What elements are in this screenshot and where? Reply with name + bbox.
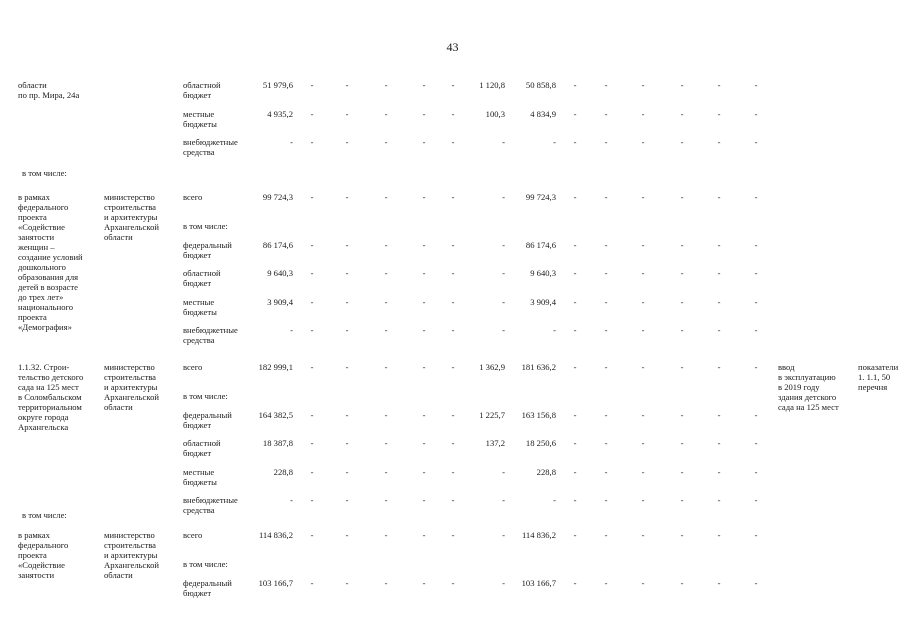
year-amount: - xyxy=(604,239,608,250)
year-amount: 1 362,9 xyxy=(479,362,505,372)
year-amount: - xyxy=(502,137,505,147)
year-amount: - xyxy=(754,362,758,372)
year-amount: - xyxy=(384,239,388,250)
year-amount: - xyxy=(573,80,577,90)
year-amount: - xyxy=(451,108,455,119)
executor-name: министерство строительства и архитектуры Архангельской области xyxy=(104,192,159,242)
year-amount: - xyxy=(604,80,608,90)
funding-source: областной бюджет xyxy=(183,80,221,100)
total-amount: - xyxy=(290,137,293,147)
year-amount: - xyxy=(422,362,426,372)
year-amount: - xyxy=(310,192,314,202)
year-amount: - xyxy=(384,137,388,147)
year-amount: - xyxy=(717,296,721,307)
year-amount: - xyxy=(345,268,349,278)
funding-source: внебюджетные средства xyxy=(183,137,238,157)
year-amount: - xyxy=(310,438,314,448)
year-amount: - xyxy=(641,325,645,335)
year-amount: - xyxy=(754,530,758,540)
year-amount: - xyxy=(680,530,684,540)
year-amount: - xyxy=(345,577,349,588)
year-amount: - xyxy=(604,530,608,540)
total-amount: 164 382,5 xyxy=(258,409,293,420)
year-amount: 163 156,8 xyxy=(521,409,556,420)
year-amount: - xyxy=(573,325,577,335)
year-amount: - xyxy=(451,438,455,448)
year-amount: - xyxy=(680,80,684,90)
year-amount: - xyxy=(717,80,721,90)
funding-source: всего xyxy=(183,530,203,540)
year-amount: - xyxy=(345,108,349,119)
year-amount: - xyxy=(310,325,314,335)
total-amount: 99 724,3 xyxy=(262,192,293,202)
total-amount: 4 935,2 xyxy=(267,108,293,119)
section-label: в том числе: xyxy=(22,168,67,178)
year-amount: - xyxy=(717,438,721,448)
year-amount: - xyxy=(573,108,577,119)
year-amount: 1 120,8 xyxy=(479,80,505,90)
year-amount: - xyxy=(384,268,388,278)
year-amount: - xyxy=(641,466,645,477)
year-amount: - xyxy=(604,409,608,420)
year-amount: - xyxy=(384,409,388,420)
year-amount: - xyxy=(573,362,577,372)
year-amount: - xyxy=(310,495,314,505)
year-amount: - xyxy=(451,325,455,335)
year-amount: - xyxy=(754,466,758,477)
year-amount: - xyxy=(680,577,684,588)
object-description: области по пр. Мира, 24а xyxy=(18,80,80,100)
year-amount: - xyxy=(573,495,577,505)
year-amount: - xyxy=(717,239,721,250)
year-amount: - xyxy=(754,409,758,420)
year-amount: - xyxy=(717,577,721,588)
year-amount: - xyxy=(422,409,426,420)
year-amount: - xyxy=(384,108,388,119)
year-amount: - xyxy=(384,438,388,448)
funding-source: федеральный бюджет xyxy=(183,577,232,598)
year-amount: 114 836,2 xyxy=(521,530,556,540)
year-amount: 137,2 xyxy=(485,438,505,448)
funding-source: в том числе: xyxy=(183,558,228,569)
object-description: в рамках федерального проекта «Содействие занятости женщин – создание условий дошкольного образования для детей в возрасте до трех лет» национального проекта «Демография» xyxy=(18,192,83,332)
year-amount: - xyxy=(345,466,349,477)
year-amount: - xyxy=(641,137,645,147)
year-amount: - xyxy=(345,409,349,420)
total-amount: 228,8 xyxy=(273,466,293,477)
year-amount: - xyxy=(502,530,505,540)
year-amount: - xyxy=(502,239,505,250)
year-amount: - xyxy=(345,495,349,505)
year-amount: - xyxy=(754,296,758,307)
year-amount: - xyxy=(451,80,455,90)
year-amount: - xyxy=(422,577,426,588)
funding-source: федеральный бюджет xyxy=(183,409,232,430)
year-amount: - xyxy=(604,192,608,202)
year-amount: - xyxy=(310,409,314,420)
funding-source: местные бюджеты xyxy=(183,466,217,487)
year-amount: - xyxy=(384,362,388,372)
object-description: 1.1.32. Строи- тельство детского сада на 125 мест в Соломбальском территориальном округе города Архангельска xyxy=(18,362,84,432)
funding-source: в том числе: xyxy=(183,220,228,231)
year-amount: - xyxy=(384,530,388,540)
year-amount: - xyxy=(641,80,645,90)
funding-source: областной бюджет xyxy=(183,438,221,458)
year-amount: - xyxy=(641,530,645,540)
year-amount: - xyxy=(680,268,684,278)
year-amount: - xyxy=(310,530,314,540)
total-amount: 9 640,3 xyxy=(267,268,293,278)
year-amount: - xyxy=(641,192,645,202)
year-amount: - xyxy=(502,325,505,335)
funding-source: внебюджетные средства xyxy=(183,495,238,515)
year-amount: - xyxy=(451,296,455,307)
year-amount: - xyxy=(604,577,608,588)
year-amount: - xyxy=(573,438,577,448)
year-amount: - xyxy=(553,137,556,147)
year-amount: 103 166,7 xyxy=(521,577,556,588)
year-amount: - xyxy=(754,137,758,147)
year-amount: - xyxy=(680,438,684,448)
year-amount: - xyxy=(573,466,577,477)
year-amount: - xyxy=(717,192,721,202)
year-amount: - xyxy=(422,495,426,505)
funding-source: местные бюджеты xyxy=(183,108,217,129)
year-amount: 50 858,8 xyxy=(525,80,556,90)
year-amount: - xyxy=(502,296,505,307)
year-amount: - xyxy=(451,239,455,250)
year-amount: - xyxy=(345,239,349,250)
year-amount: - xyxy=(345,325,349,335)
year-amount: - xyxy=(680,325,684,335)
year-amount: - xyxy=(754,268,758,278)
year-amount: - xyxy=(451,268,455,278)
year-amount: - xyxy=(451,137,455,147)
year-amount: - xyxy=(641,495,645,505)
year-amount: - xyxy=(384,577,388,588)
year-amount: - xyxy=(573,268,577,278)
year-amount: - xyxy=(680,239,684,250)
year-amount: - xyxy=(384,192,388,202)
object-description: в рамках федерального проекта «Содействие занятости xyxy=(18,530,69,580)
year-amount: - xyxy=(573,530,577,540)
year-amount: - xyxy=(422,466,426,477)
executor-name: министерство строительства и архитектуры Архангельской области xyxy=(104,362,159,412)
year-amount: - xyxy=(451,466,455,477)
year-amount: - xyxy=(754,239,758,250)
year-amount: - xyxy=(754,495,758,505)
year-amount: - xyxy=(345,137,349,147)
year-amount: - xyxy=(680,296,684,307)
year-amount: - xyxy=(604,137,608,147)
year-amount: - xyxy=(345,296,349,307)
year-amount: - xyxy=(451,362,455,372)
year-amount: - xyxy=(422,530,426,540)
expected-result: ввод в эксплуатацию в 2019 году здания детского сада на 125 мест xyxy=(778,362,839,412)
year-amount: - xyxy=(422,438,426,448)
year-amount: - xyxy=(310,108,314,119)
year-amount: - xyxy=(384,325,388,335)
year-amount: - xyxy=(310,296,314,307)
year-amount: - xyxy=(573,192,577,202)
year-amount: - xyxy=(641,108,645,119)
year-amount: - xyxy=(641,239,645,250)
year-amount: - xyxy=(641,268,645,278)
year-amount: - xyxy=(573,239,577,250)
year-amount: - xyxy=(717,137,721,147)
year-amount: - xyxy=(641,362,645,372)
year-amount: 18 250,6 xyxy=(525,438,556,448)
section-label: в том числе: xyxy=(22,510,67,520)
year-amount: - xyxy=(422,192,426,202)
year-amount: - xyxy=(754,577,758,588)
year-amount: - xyxy=(717,362,721,372)
year-amount: - xyxy=(451,495,455,505)
year-amount: 181 636,2 xyxy=(521,362,556,372)
indicator-link: показатели 1. 1.1, 50 перечня xyxy=(858,362,899,392)
year-amount: - xyxy=(384,495,388,505)
year-amount: - xyxy=(573,409,577,420)
year-amount: - xyxy=(604,438,608,448)
year-amount: - xyxy=(384,466,388,477)
year-amount: 100,3 xyxy=(485,108,505,119)
year-amount: - xyxy=(502,192,505,202)
year-amount: - xyxy=(502,268,505,278)
total-amount: 114 836,2 xyxy=(258,530,293,540)
year-amount: - xyxy=(553,495,556,505)
year-amount: - xyxy=(422,239,426,250)
year-amount: 9 640,3 xyxy=(530,268,556,278)
year-amount: - xyxy=(680,137,684,147)
year-amount: - xyxy=(422,296,426,307)
page-number: 43 xyxy=(446,40,459,54)
year-amount: 99 724,3 xyxy=(525,192,556,202)
year-amount: - xyxy=(680,466,684,477)
funding-source: всего xyxy=(183,192,203,202)
year-amount: - xyxy=(310,577,314,588)
year-amount: - xyxy=(573,137,577,147)
year-amount: - xyxy=(310,80,314,90)
executor-name: министерство строительства и архитектуры Архангельской области xyxy=(104,530,159,580)
year-amount: - xyxy=(754,438,758,448)
year-amount: - xyxy=(384,80,388,90)
year-amount: - xyxy=(604,466,608,477)
funding-source: федеральный бюджет xyxy=(183,239,232,260)
funding-source: внебюджетные средства xyxy=(183,325,238,345)
year-amount: - xyxy=(717,325,721,335)
year-amount: 1 225,7 xyxy=(479,409,505,420)
year-amount: - xyxy=(604,296,608,307)
funding-source: областной бюджет xyxy=(183,268,221,288)
year-amount: - xyxy=(604,362,608,372)
year-amount: - xyxy=(573,296,577,307)
funding-source: всего xyxy=(183,362,203,372)
year-amount: - xyxy=(717,268,721,278)
year-amount: - xyxy=(754,108,758,119)
year-amount: - xyxy=(345,362,349,372)
year-amount: - xyxy=(310,466,314,477)
year-amount: - xyxy=(754,80,758,90)
year-amount: - xyxy=(345,530,349,540)
year-amount: 228,8 xyxy=(536,466,556,477)
year-amount: - xyxy=(641,577,645,588)
year-amount: - xyxy=(422,268,426,278)
total-amount: 51 979,6 xyxy=(262,80,293,90)
year-amount: - xyxy=(573,577,577,588)
total-amount: 86 174,6 xyxy=(262,239,293,250)
year-amount: - xyxy=(717,495,721,505)
year-amount: - xyxy=(717,409,721,420)
year-amount: - xyxy=(604,108,608,119)
year-amount: - xyxy=(502,466,505,477)
year-amount: - xyxy=(680,362,684,372)
year-amount: - xyxy=(422,80,426,90)
year-amount: - xyxy=(451,409,455,420)
year-amount: 86 174,6 xyxy=(525,239,556,250)
year-amount: - xyxy=(451,192,455,202)
year-amount: - xyxy=(680,495,684,505)
year-amount: 4 834,9 xyxy=(530,108,556,119)
year-amount: - xyxy=(641,409,645,420)
year-amount: - xyxy=(717,466,721,477)
year-amount: - xyxy=(717,530,721,540)
total-amount: 103 166,7 xyxy=(258,577,293,588)
year-amount: - xyxy=(502,495,505,505)
year-amount: - xyxy=(451,577,455,588)
year-amount: - xyxy=(310,268,314,278)
year-amount: - xyxy=(310,362,314,372)
year-amount: - xyxy=(553,325,556,335)
year-amount: - xyxy=(680,409,684,420)
year-amount: - xyxy=(604,268,608,278)
year-amount: - xyxy=(717,108,721,119)
year-amount: - xyxy=(754,192,758,202)
year-amount: - xyxy=(345,438,349,448)
year-amount: 3 909,4 xyxy=(530,296,556,307)
year-amount: - xyxy=(310,137,314,147)
year-amount: - xyxy=(680,192,684,202)
total-amount: 3 909,4 xyxy=(267,296,293,307)
funding-source: местные бюджеты xyxy=(183,296,217,317)
year-amount: - xyxy=(422,137,426,147)
year-amount: - xyxy=(754,325,758,335)
year-amount: - xyxy=(384,296,388,307)
total-amount: - xyxy=(290,495,293,505)
year-amount: - xyxy=(641,438,645,448)
year-amount: - xyxy=(680,108,684,119)
year-amount: - xyxy=(422,325,426,335)
funding-source: в том числе: xyxy=(183,390,228,401)
total-amount: 182 999,1 xyxy=(258,362,293,372)
year-amount: - xyxy=(604,495,608,505)
year-amount: - xyxy=(502,577,505,588)
year-amount: - xyxy=(345,192,349,202)
year-amount: - xyxy=(604,325,608,335)
year-amount: - xyxy=(310,239,314,250)
year-amount: - xyxy=(451,530,455,540)
year-amount: - xyxy=(422,108,426,119)
total-amount: - xyxy=(290,325,293,335)
year-amount: - xyxy=(345,80,349,90)
total-amount: 18 387,8 xyxy=(262,438,293,448)
year-amount: - xyxy=(641,296,645,307)
